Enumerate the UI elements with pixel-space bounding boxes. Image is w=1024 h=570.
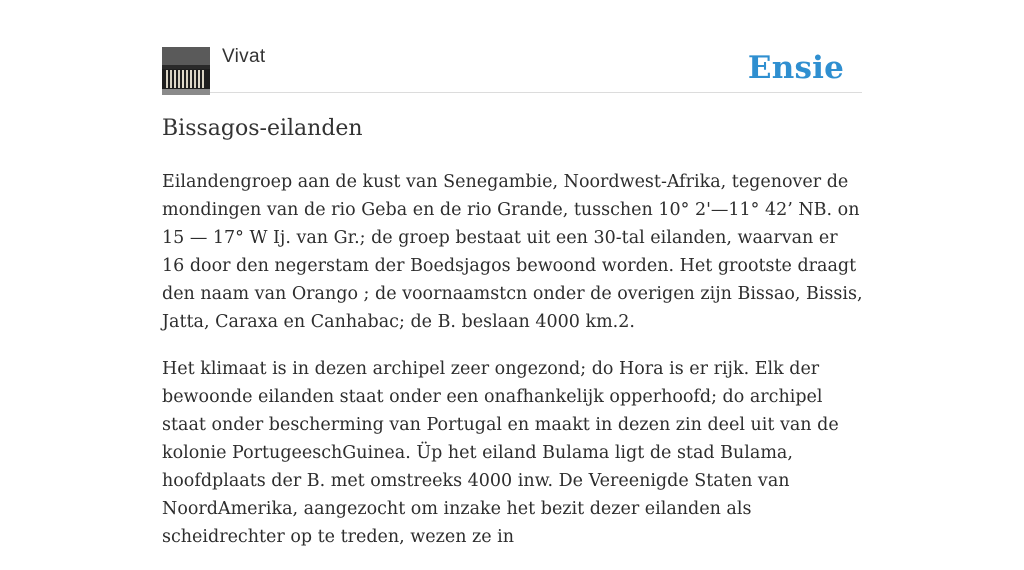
brand-logo[interactable]: Ensie [747, 50, 844, 86]
book-spines-avatar-icon [162, 47, 210, 95]
article-paragraph: Het klimaat is in dezen archipel zeer ongezond; do Hora is er rijk. Elk der bewoonde eilanden staat onder een onafhankelijk opperhoofd; do archipel staat onder bescherming van Portugal en maakt in dezen zin deel uit van de kolonie PortugeeschGuinea. Üp het eiland Bulama ligt de stad Bulama, hoofdplaats der B. met omstreeks 4000 inw. De Vereenigde Staten van NoordAmerika, aangezocht om inzake het bezit dezer eilanden als scheidrechter op te treden, wezen ze in [162, 359, 839, 547]
article-body [162, 168, 864, 570]
article-title: Bissagos-eilanden [162, 116, 363, 141]
author-name[interactable]: Vivat [222, 46, 266, 67]
header [162, 46, 862, 93]
author-avatar[interactable] [162, 47, 210, 95]
article-paragraph: Eilandengroep aan de kust van Senegambie, Noordwest-Afrika, tegenover de mondingen van de rio Geba en de rio Grande, tusschen 10° 2'—11° 42’ NB. on 15 — 17° W Ij. van Gr.; de groep bestaat uit een 30-tal eilanden, waarvan er 16 door den negerstam der Boedsjagos bewoond worden. Het grootste draagt den naam van Orango ; de voornaamstcn onder de overigen zijn Bissao, Bissis, Jatta, Caraxa en Canhabac; de B. beslaan 4000 km.2. [162, 172, 863, 332]
